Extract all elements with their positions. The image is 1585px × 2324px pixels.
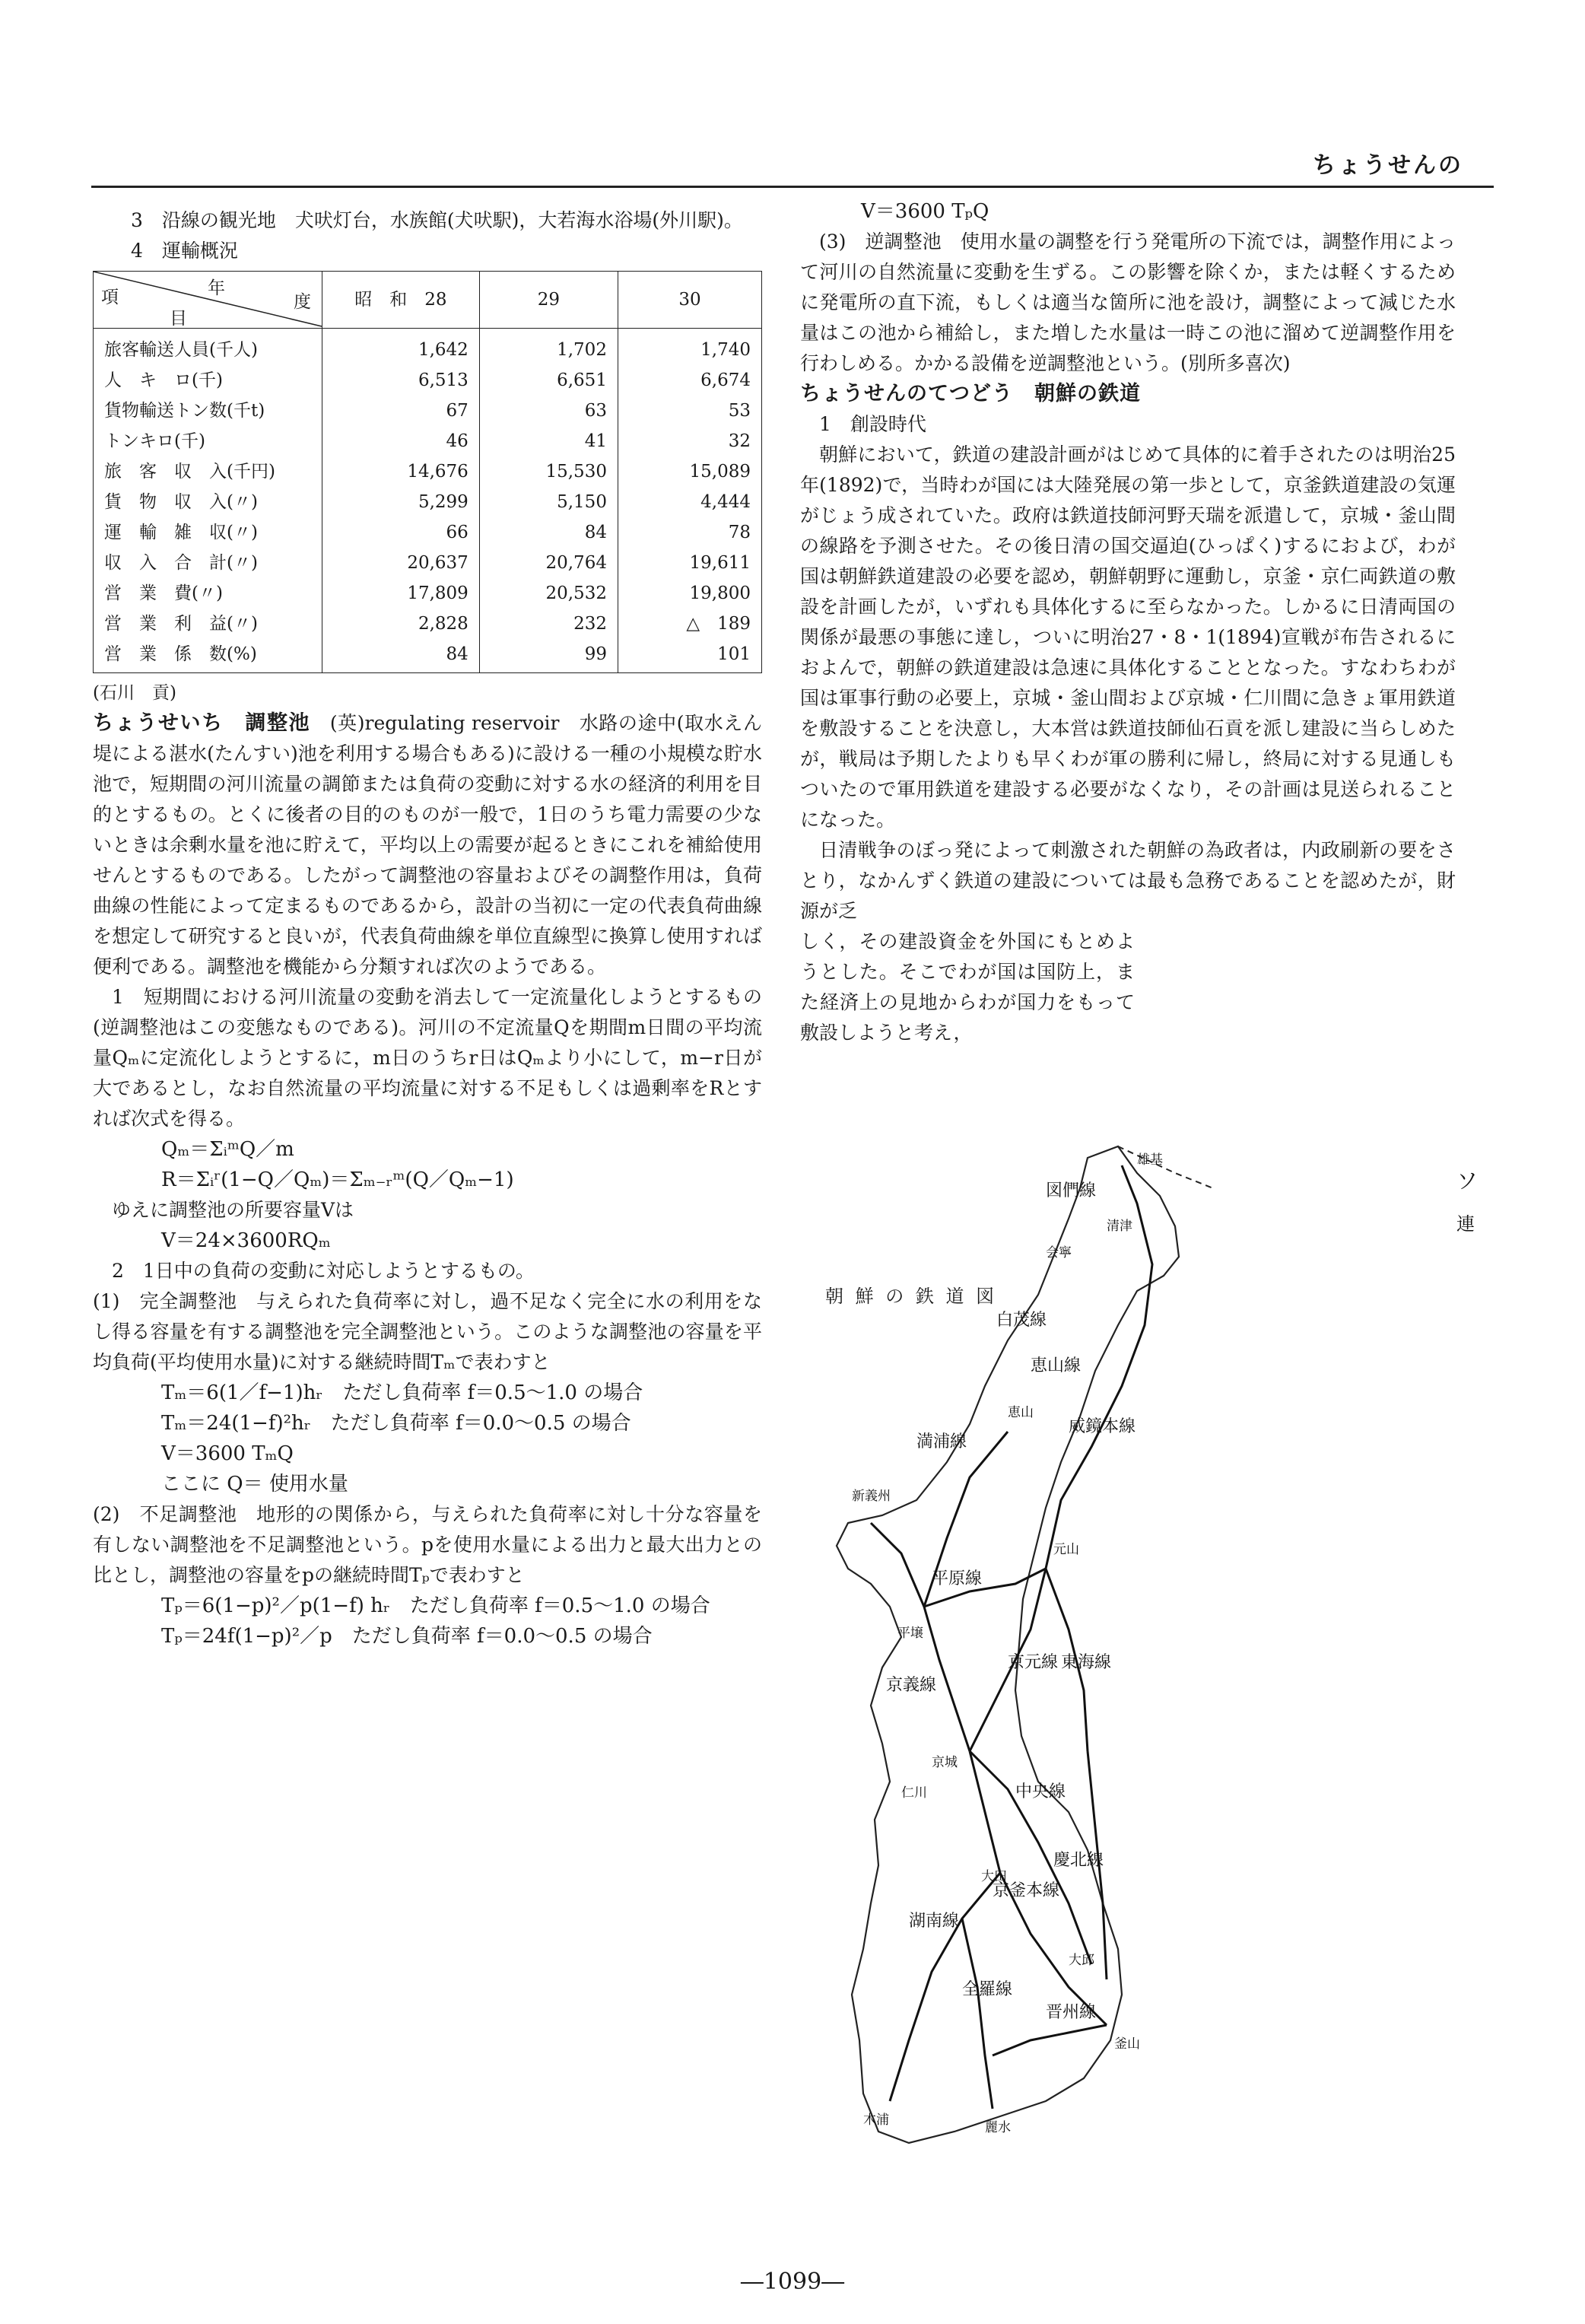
map-line-label: 慶北線: [1053, 1851, 1104, 1870]
table-cell: 1,642: [322, 329, 480, 366]
map-line-label: 東海線: [1061, 1653, 1112, 1672]
table-cell: 46: [322, 426, 480, 456]
right-column: [800, 196, 1456, 1048]
row-label: 営 業 費(〃): [94, 578, 322, 609]
transport-summary-title: 4 運輸概況: [131, 240, 238, 262]
table-cell: 4,444: [618, 487, 761, 517]
table-cell: 20,764: [479, 548, 618, 578]
map-neighbor-label: ソ: [1456, 1168, 1479, 1194]
table-cell: 19,800: [618, 578, 761, 609]
paragraph-1: 1 短期間における河川流量の変動を消去して一定流量化しようとするもの(逆調整池はこの変態なものである)。河川の不定流量Qを期間m日間の平均流量Qₘに定流化しようとするに，m日のうちr日はQₘより小にして，m−r日が大であるとし，なお自然流量の平均流量に対する不足もしくは過剰率をRとすれば次式を得る。: [93, 986, 762, 1130]
table-cell: 63: [479, 396, 618, 426]
map-neighbor-label: 連: [1456, 1213, 1475, 1235]
entry-intro: (英)regulating reservoir 水路の途中(取水えん堤による湛水(たんすい)池を利用する場合もある)に設ける一種の小規模な貯水池で，短期間の河川流量の調節または負荷の変動に対する水の経済的利用を目的とするもの。とくに後者の目的のものが一般で，1日のうち電力需要の少ないときは余剰水量を池に貯えて，平均以上の需要が起るときにこれを補給使用せんとするものである。したがって調整池の容量およびその調整作用は，負荷曲線の性能によって定まるものであるから，設計の当初に一定の代表負荷曲線を想定して研究すると良いが，代表負荷曲線を単位直線型に換算し使用すれば便利である。調整池を機能から分類すれば次のようである。: [93, 712, 763, 978]
formula-v-tp: V＝3600 TₚQ: [861, 200, 989, 223]
column-header: 30: [618, 272, 761, 329]
table-cell: 6,513: [322, 365, 480, 396]
row-label: 営 業 係 数(%): [94, 639, 322, 673]
row-label: 収 入 合 計(〃): [94, 548, 322, 578]
table-cell: 14,676: [322, 456, 480, 487]
table-cell: 6,651: [479, 365, 618, 396]
map-place: 大田: [981, 1869, 1007, 1884]
map-line-label: 京義線: [886, 1676, 937, 1695]
paragraph-sinojapanese-war: 日清戦争のぼっ発によって刺激された朝鮮の為政者は，内政刷新の要をさとり，なかんずく鉄道の建設については最も急務であることを認めたが，財源が乏: [800, 839, 1456, 922]
map-place: 木浦: [863, 2113, 889, 2128]
paragraph-2-3: (3) 逆調整池 使用水量の調整を行う発電所の下流では，調整作用によって河川の自然流量に変動を生ずる。この影響を除くか，または軽くするために発電所の直下流，もしくは適当な箇所に池を設け，調整によって減じた水量はこの池から補給し，また増した水量は一時この池に溜めて逆調整作用を行わしめる。かかる設備を逆調整池という。(別所多喜次): [800, 230, 1456, 374]
column-header: 29: [479, 272, 618, 329]
table-cell: 15,089: [618, 456, 761, 487]
table-cell: 5,299: [322, 487, 480, 517]
map-place: 元山: [1053, 1542, 1079, 1557]
table-row: [94, 329, 762, 366]
map-place: 仁川: [901, 1785, 927, 1801]
korea-railway-map: [818, 1143, 1479, 2166]
map-line-label: 湖南線: [909, 1912, 960, 1931]
paragraph-2-2: (2) 不足調整池 地形的の関係から，与えられた負荷率に対し十分な容量を有しない調整池を不足調整池という。pを使用水量による出力と最大出力との比とし，調整池の容量をpの継続時間Tₚで表わすと: [93, 1503, 762, 1586]
table-row: [94, 396, 762, 426]
table-row: [94, 456, 762, 487]
paragraph-2-1: (1) 完全調整池 与えられた負荷率に対し，過不足なく完全に水の利用をなし得る容量を有する調整池を完全調整池という。このような調整池の容量を平均負荷(平均使用水量)に対する継続時間Tₘで表わすと: [93, 1290, 762, 1373]
map-line-label: 平原線: [932, 1569, 983, 1588]
entry-heading-railway: ちょうせんのてつどう 朝鮮の鉄道: [800, 382, 1141, 405]
entry-regulating-reservoir: [93, 708, 762, 982]
page-number: ―1099―: [740, 2268, 845, 2295]
paragraph-2: 2 1日中の負荷の変動に対応しようとするもの。: [112, 1260, 535, 1282]
map-caption: 朝 鮮 の 鉄 道 図: [825, 1286, 998, 1307]
map-line-label: 京元線: [1008, 1653, 1059, 1672]
row-label: 営 業 利 益(〃): [94, 609, 322, 639]
table-cell: 1,702: [479, 329, 618, 366]
formula-tm-1: Tₘ＝6(1／f−1)hᵣ ただし負荷率 f＝0.5〜1.0 の場合: [161, 1381, 643, 1404]
header-rule: [91, 186, 1494, 188]
formula-v: V＝24×3600RQₘ: [161, 1229, 331, 1252]
paragraph-continuation: しく，その建設資金を外国にもとめようとした。そこでわが国は国防上，また経済上の見地からわが国力をもって敷設しようと考え，: [800, 930, 1135, 1044]
map-place: 平壌: [897, 1626, 923, 1641]
table-corner-header: [94, 272, 322, 329]
table-cell: 20,532: [479, 578, 618, 609]
corner-ko: 項: [101, 288, 119, 307]
table-cell: 17,809: [322, 578, 480, 609]
table-cell: 2,828: [322, 609, 480, 639]
map-line-label: 威鏡本線: [1069, 1417, 1136, 1436]
map-place: 雄基: [1137, 1152, 1163, 1168]
paragraph-history: 朝鮮において，鉄道の建設計画がはじめて具体的に着手されたのは明治25年(1892)で，当時わが国には大陸発展の第一歩として，京釜鉄道建設の気運がじょう成されていた。政府は鉄道技師河野天瑞を派遣して，京城・釜山間の線路を予測させた。その後日清の国交逼迫(ひっぱく)するにおよび，わが国は朝鮮鉄道建設の必要を認め，朝鮮朝野に運動し，京釜・京仁両鉄道の敷設を計画したが，いずれも具体化するに至らなかった。しかるに日清両国の関係が最悪の事態に達し，ついに明治27・8・1(1894)宣戦が布告されるにおよんで，朝鮮の鉄道建設は急速に具体化することとなった。すなわちわが国は軍事行動の必要上，京城・釜山間および京城・仁川間に急きょ軍用鉄道を敷設することを決意し，大本営は鉄道技師仙石貢を派し建設に当らしめたが，戦局は予期したよりも早くわが軍の勝利に帰し，終局に対する見通しもついたので軍用鉄道を建設する必要がなくなり，その計画は見送られることになった。: [800, 443, 1456, 831]
table-row: [94, 548, 762, 578]
row-label: 旅 客 収 入(千円): [94, 456, 322, 487]
running-title: ちょうせんの: [1313, 152, 1463, 179]
line-jeolla: [962, 1919, 993, 2109]
corner-year: 年: [208, 278, 225, 298]
table-cell: 20,637: [322, 548, 480, 578]
table-cell: 53: [618, 396, 761, 426]
table-cell: 6,674: [618, 365, 761, 396]
table-row: [94, 517, 762, 548]
map-place: 会寧: [1046, 1245, 1072, 1261]
formula-tp-2: Tₚ＝24f(1−p)²／p ただし負荷率 f＝0.0〜0.5 の場合: [161, 1625, 653, 1648]
table-cell: 5,150: [479, 487, 618, 517]
map-place: 清津: [1107, 1219, 1132, 1234]
formula-tm-2: Tₘ＝24(1−f)²hᵣ ただし負荷率 f＝0.0〜0.5 の場合: [161, 1412, 631, 1435]
map-place: 新義州: [852, 1489, 891, 1504]
table-row: [94, 426, 762, 456]
map-line-label: 中央線: [1015, 1782, 1066, 1801]
table-cell: △ 189: [618, 609, 761, 639]
formula-v-tm: V＝3600 TₘQ: [161, 1442, 294, 1465]
transport-table: [93, 271, 762, 673]
table-cell: 67: [322, 396, 480, 426]
author-credit: (石川 貢): [93, 683, 176, 703]
map-line-label: 全羅線: [962, 1980, 1013, 1999]
formula-r: R＝Σᵢʳ(1−Q／Qₘ)＝Σₘ₋ᵣᵐ(Q／Qₘ−1): [161, 1168, 514, 1191]
table-cell: 232: [479, 609, 618, 639]
row-label: 旅客輸送人員(千人): [94, 329, 322, 366]
table-cell: 15,530: [479, 456, 618, 487]
corner-moku: 目: [170, 309, 187, 329]
table-cell: 78: [618, 517, 761, 548]
table-row: [94, 487, 762, 517]
formula-note: ここに Q＝ 使用水量: [161, 1473, 348, 1496]
table-cell: 66: [322, 517, 480, 548]
map-place: 恵山: [1008, 1405, 1034, 1420]
table-row: [94, 365, 762, 396]
map-place: 釜山: [1114, 2036, 1140, 2052]
formula-qm: Qₘ＝ΣᵢᵐQ／m: [161, 1138, 294, 1161]
map-line-label: 満浦線: [916, 1432, 967, 1451]
table-cell: 1,740: [618, 329, 761, 366]
map-line-label: 図們線: [1046, 1181, 1097, 1200]
row-label: 運 輸 雑 収(〃): [94, 517, 322, 548]
map-line-label: 恵山線: [1031, 1356, 1082, 1375]
sightseeing-paragraph: 3 沿線の観光地 犬吠灯台，水族館(犬吠駅)，大若海水浴場(外川駅)。: [131, 209, 743, 231]
map-line-label: 京釜本線: [993, 1881, 1060, 1900]
map-line-label: 白茂線: [996, 1311, 1047, 1330]
entry-heading: ちょうせいち 調整池: [93, 711, 311, 735]
table-cell: 41: [479, 426, 618, 456]
table-cell: 19,611: [618, 548, 761, 578]
table-cell: 99: [479, 639, 618, 673]
table-cell: 101: [618, 639, 761, 673]
table-row: [94, 578, 762, 609]
formula-tp-1: Tₚ＝6(1−p)²／p(1−f) hᵣ ただし負荷率 f＝0.5〜1.0 の場合: [161, 1594, 710, 1617]
map-place: 麗水: [985, 2120, 1011, 2135]
column-header: 昭 和 28: [322, 272, 480, 329]
row-label: トンキロ(千): [94, 426, 322, 456]
line-jinju: [993, 2025, 1107, 2055]
row-label: 貨 物 収 入(〃): [94, 487, 322, 517]
table-row: [94, 639, 762, 673]
map-place: 京城: [932, 1755, 958, 1770]
corner-do: 度: [294, 292, 311, 312]
row-label: 貨物輸送トン数(千t): [94, 396, 322, 426]
capacity-paragraph: ゆえに調整池の所要容量Vは: [112, 1199, 354, 1221]
table-row: [94, 609, 762, 639]
section-1-title: 1 創設時代: [819, 413, 926, 435]
table-cell: 84: [322, 639, 480, 673]
table-cell: 84: [479, 517, 618, 548]
left-column: [93, 205, 762, 1652]
map-place: 大邱: [1069, 1953, 1094, 1968]
map-line-label: 晋州線: [1046, 2003, 1097, 2022]
row-label: 人 キ ロ(千): [94, 365, 322, 396]
table-cell: 32: [618, 426, 761, 456]
